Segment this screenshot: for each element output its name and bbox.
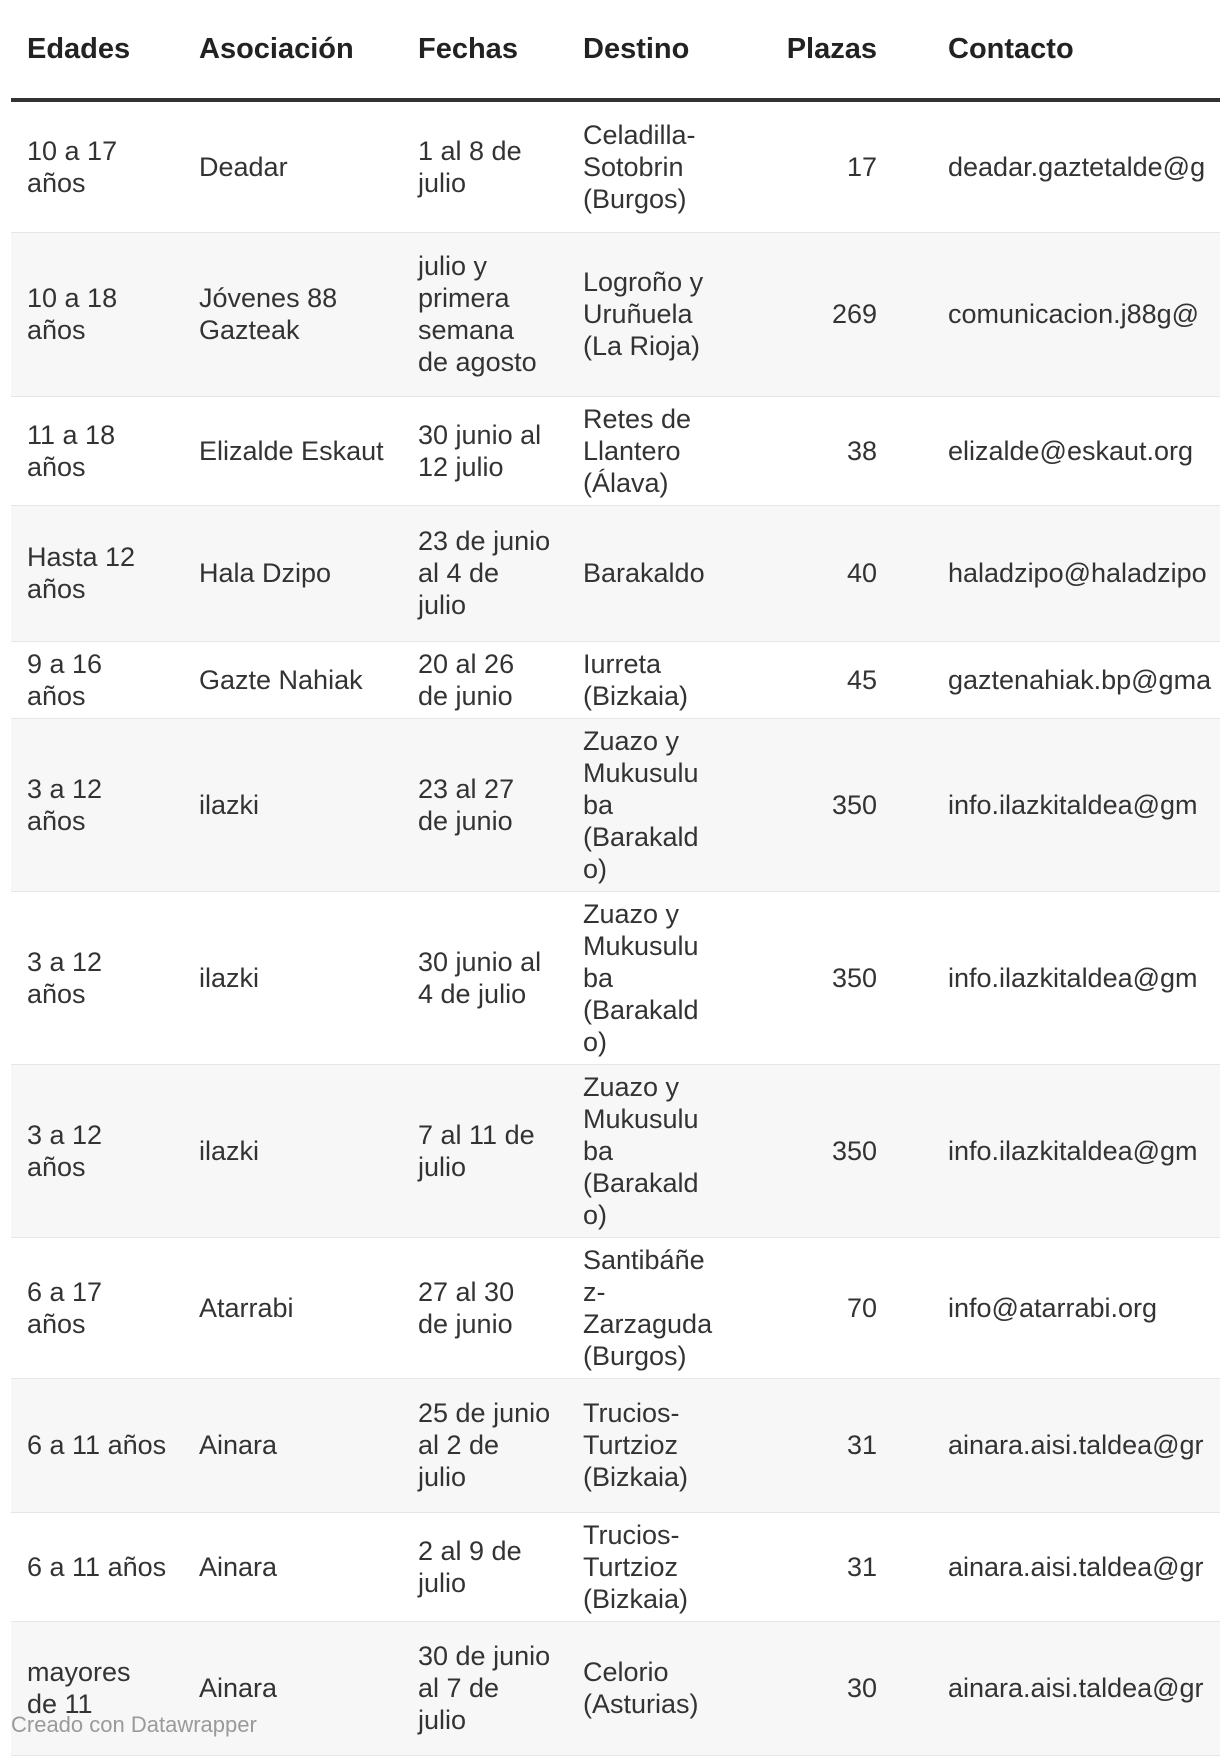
cell-destino: Zuazo y Mukusuluba (Barakaldo)	[567, 718, 729, 891]
cell-plazas: 38	[729, 396, 899, 505]
cell-edades: 3 a 12 años	[11, 718, 183, 891]
table-row	[11, 718, 1220, 891]
cell-plazas: 17	[729, 100, 899, 232]
cell-fechas: 30 junio al 12 julio	[402, 396, 567, 505]
cell-edades: 10 a 18 años	[11, 232, 183, 396]
cell-edades: mayores de 11	[11, 1621, 183, 1755]
cell-destino: Trucios-Turtzioz (Bizkaia)	[567, 1512, 729, 1621]
cell-contacto[interactable]: ainara.aisi.taldea@gr	[899, 1512, 1220, 1621]
cell-edades: Hasta 12 años	[11, 505, 183, 641]
cell-destino: Celadilla-Sotobrin (Burgos)	[567, 100, 729, 232]
table-row	[11, 100, 1220, 232]
table-row	[11, 232, 1220, 396]
cell-contacto[interactable]: elizalde@eskaut.org	[899, 396, 1220, 505]
column-header-plazas[interactable]: Plazas	[729, 0, 899, 100]
column-header-destino[interactable]: Destino	[567, 0, 729, 100]
cell-edades: 11 a 18 años	[11, 396, 183, 505]
cell-destino: Logroño y Uruñuela (La Rioja)	[567, 232, 729, 396]
cell-asociacion: Deadar	[183, 100, 402, 232]
cell-fechas: 7 al 11 de julio	[402, 1064, 567, 1237]
cell-contacto[interactable]: info.ilazkitaldea@gm	[899, 1064, 1220, 1237]
table-body	[11, 100, 1220, 1755]
cell-destino: Zuazo y Mukusuluba (Barakaldo)	[567, 891, 729, 1064]
cell-asociacion: Ainara	[183, 1621, 402, 1755]
cell-edades: 6 a 17 años	[11, 1237, 183, 1378]
datawrapper-credit[interactable]: Creado con Datawrapper	[11, 1712, 257, 1737]
cell-plazas: 70	[729, 1237, 899, 1378]
cell-contacto[interactable]: ainara.aisi.taldea@gr	[899, 1378, 1220, 1512]
cell-fechas: 1 al 8 de julio	[402, 100, 567, 232]
cell-edades: 6 a 11 años	[11, 1512, 183, 1621]
cell-destino: Zuazo y Mukusuluba (Barakaldo)	[567, 1064, 729, 1237]
cell-asociacion: Gazte Nahiak	[183, 641, 402, 718]
cell-plazas: 31	[729, 1378, 899, 1512]
table-row	[11, 396, 1220, 505]
cell-destino: Celorio (Asturias)	[567, 1621, 729, 1755]
cell-asociacion: Ainara	[183, 1378, 402, 1512]
cell-fechas: 20 al 26 de junio	[402, 641, 567, 718]
cell-destino: Barakaldo	[567, 505, 729, 641]
cell-edades: 6 a 11 años	[11, 1378, 183, 1512]
cell-asociacion: ilazki	[183, 891, 402, 1064]
cell-destino: Retes de Llantero (Álava)	[567, 396, 729, 505]
cell-destino: Iurreta (Bizkaia)	[567, 641, 729, 718]
column-header-edades[interactable]: Edades	[11, 0, 183, 100]
table-row	[11, 1237, 1220, 1378]
cell-plazas: 350	[729, 891, 899, 1064]
column-header-contacto[interactable]: Contacto	[899, 0, 1220, 100]
cell-contacto[interactable]: ainara.aisi.taldea@gr	[899, 1621, 1220, 1755]
table-row	[11, 641, 1220, 718]
cell-plazas: 40	[729, 505, 899, 641]
cell-plazas: 31	[729, 1512, 899, 1621]
table-header	[11, 0, 1220, 100]
cell-plazas: 350	[729, 718, 899, 891]
cell-contacto[interactable]: info@atarrabi.org	[899, 1237, 1220, 1378]
cell-destino: Santibáñez-Zarzaguda (Burgos)	[567, 1237, 729, 1378]
camps-table	[11, 0, 1220, 1756]
cell-plazas: 350	[729, 1064, 899, 1237]
cell-contacto[interactable]: comunicacion.j88g@	[899, 232, 1220, 396]
cell-plazas: 45	[729, 641, 899, 718]
cell-plazas: 269	[729, 232, 899, 396]
table-row	[11, 1378, 1220, 1512]
table-row	[11, 1064, 1220, 1237]
cell-fechas: 25 de junio al 2 de julio	[402, 1378, 567, 1512]
cell-asociacion: Atarrabi	[183, 1237, 402, 1378]
cell-asociacion: Jóvenes 88 Gazteak	[183, 232, 402, 396]
column-header-fechas[interactable]: Fechas	[402, 0, 567, 100]
column-header-asociacion[interactable]: Asociación	[183, 0, 402, 100]
cell-contacto[interactable]: deadar.gaztetalde@g	[899, 100, 1220, 232]
cell-fechas: 23 de junio al 4 de julio	[402, 505, 567, 641]
cell-fechas: 2 al 9 de julio	[402, 1512, 567, 1621]
cell-fechas: julio y primera semana de agosto	[402, 232, 567, 396]
cell-asociacion: ilazki	[183, 718, 402, 891]
cell-contacto[interactable]: info.ilazkitaldea@gm	[899, 718, 1220, 891]
cell-contacto[interactable]: gaztenahiak.bp@gma	[899, 641, 1220, 718]
cell-fechas: 30 junio al 4 de julio	[402, 891, 567, 1064]
cell-plazas: 30	[729, 1621, 899, 1755]
cell-asociacion: Elizalde Eskaut	[183, 396, 402, 505]
table-row	[11, 891, 1220, 1064]
cell-fechas: 23 al 27 de junio	[402, 718, 567, 891]
cell-edades: 3 a 12 años	[11, 1064, 183, 1237]
cell-asociacion: Hala Dzipo	[183, 505, 402, 641]
cell-asociacion: Ainara	[183, 1512, 402, 1621]
cell-fechas: 30 de junio al 7 de julio	[402, 1621, 567, 1755]
cell-edades: 9 a 16 años	[11, 641, 183, 718]
data-table-container	[11, 0, 1220, 1756]
table-row	[11, 505, 1220, 641]
table-row	[11, 1512, 1220, 1621]
cell-fechas: 27 al 30 de junio	[402, 1237, 567, 1378]
cell-contacto[interactable]: info.ilazkitaldea@gm	[899, 891, 1220, 1064]
cell-edades: 10 a 17 años	[11, 100, 183, 232]
cell-contacto[interactable]: haladzipo@haladzipo	[899, 505, 1220, 641]
cell-asociacion: ilazki	[183, 1064, 402, 1237]
cell-destino: Trucios-Turtzioz (Bizkaia)	[567, 1378, 729, 1512]
header-row	[11, 0, 1220, 100]
cell-edades: 3 a 12 años	[11, 891, 183, 1064]
